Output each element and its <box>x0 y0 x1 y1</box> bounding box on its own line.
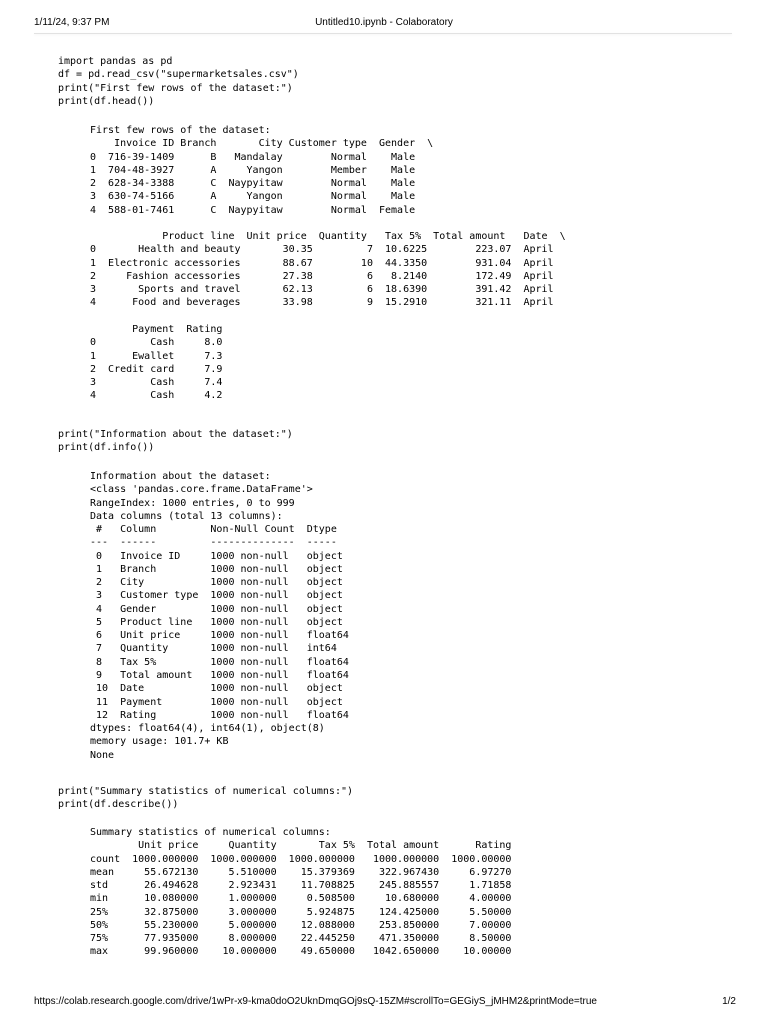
code-cell-head: import pandas as pd df = pd.read_csv("supermarketsales.csv") print("First few rows of the dataset:") print(df.head()) <box>58 56 299 107</box>
code-cell-describe: print("Summary statistics of numerical columns:") print(df.describe()) <box>58 786 354 811</box>
code-cell-info: print("Information about the dataset:") print(df.info()) <box>58 429 293 454</box>
notebook-title: Untitled10.ipynb - Colaboratory <box>315 17 453 28</box>
print-datetime: 1/11/24, 9:37 PM <box>34 17 110 28</box>
print-header <box>0 0 768 32</box>
output-describe: Summary statistics of numerical columns: Unit price Quantity Tax 5% Total amount Rating count 1000.000000 1000.000000 1000.000000 1000.000000 1000.00000 mean 55.672130 5.510000 15.379369 322.967430 6.97270 std 26.494628 2.923431 11.708825 245.885557 1.71858 min 10.080000 1.000000 0.508500 10.680000 4.00000 25% 32.875000 3.000000 5.924875 124.425000 5.50000 50% 55.230000 5.000000 12.088000 253.850000 7.00000 75% 77.935000 8.000000 22.445250 471.350000 8.50000 max 99.960000 10.000000 49.650000 1042.650000 10.00000 <box>90 827 512 958</box>
page-number: 1/2 <box>722 996 736 1007</box>
output-head: First few rows of the dataset: Invoice ID Branch City Customer type Gender \ 0 716-39-1409 B Mandalay Normal Male 1 704-48-3927 A Yangon Member Male 2 628-34-3388 C Naypyitaw Normal Male 3 630-74-5166 A Yangon Normal Male 4 588-01-7461 C Naypyitaw Normal Female Product line Unit price Quantity Tax 5% Total amount Date \ 0 Health and beauty 30.35 7 10.6225 223.07 April 1 Electronic accessories 88.67 10 44.3350 931.04 April 2 Fashion accessories 27.38 6 8.2140 172.49 April 3 Sports and travel 62.13 6 18.6390 391.42 April 4 Food and beverages 33.98 9 15.2910 321.11 April Payment Rating 0 Cash 8.0 1 Ewallet 7.3 2 Credit card 7.9 3 Cash 7.4 4 Cash 4.2 <box>90 125 566 402</box>
page-url: https://colab.research.google.com/drive/1wPr-x9-kma0doO2UknDmqGOj9sQ-15ZM#scrollTo=GEGiyS_jMHM2&printMode=true <box>34 996 597 1007</box>
header-divider <box>34 33 732 34</box>
output-info: Information about the dataset: <class 'pandas.core.frame.DataFrame'> RangeIndex: 1000 entries, 0 to 999 Data columns (total 13 columns): # Column Non-Null Count Dtype --- ------ -------------- ----- 0 Invoice ID 1000 non-null object 1 Branch 1000 non-null object 2 City 1000 non-null object 3 Customer type 1000 non-null object 4 Gender 1000 non-null object 5 Product line 1000 non-null object 6 Unit price 1000 non-null float64 7 Quantity 1000 non-null int64 8 Tax 5% 1000 non-null float64 9 Total amount 1000 non-null float64 10 Date 1000 non-null object 11 Payment 1000 non-null object 12 Rating 1000 non-null float64 dtypes: float64(4), int64(1), object(8) memory usage: 101.7+ KB None <box>90 471 349 761</box>
